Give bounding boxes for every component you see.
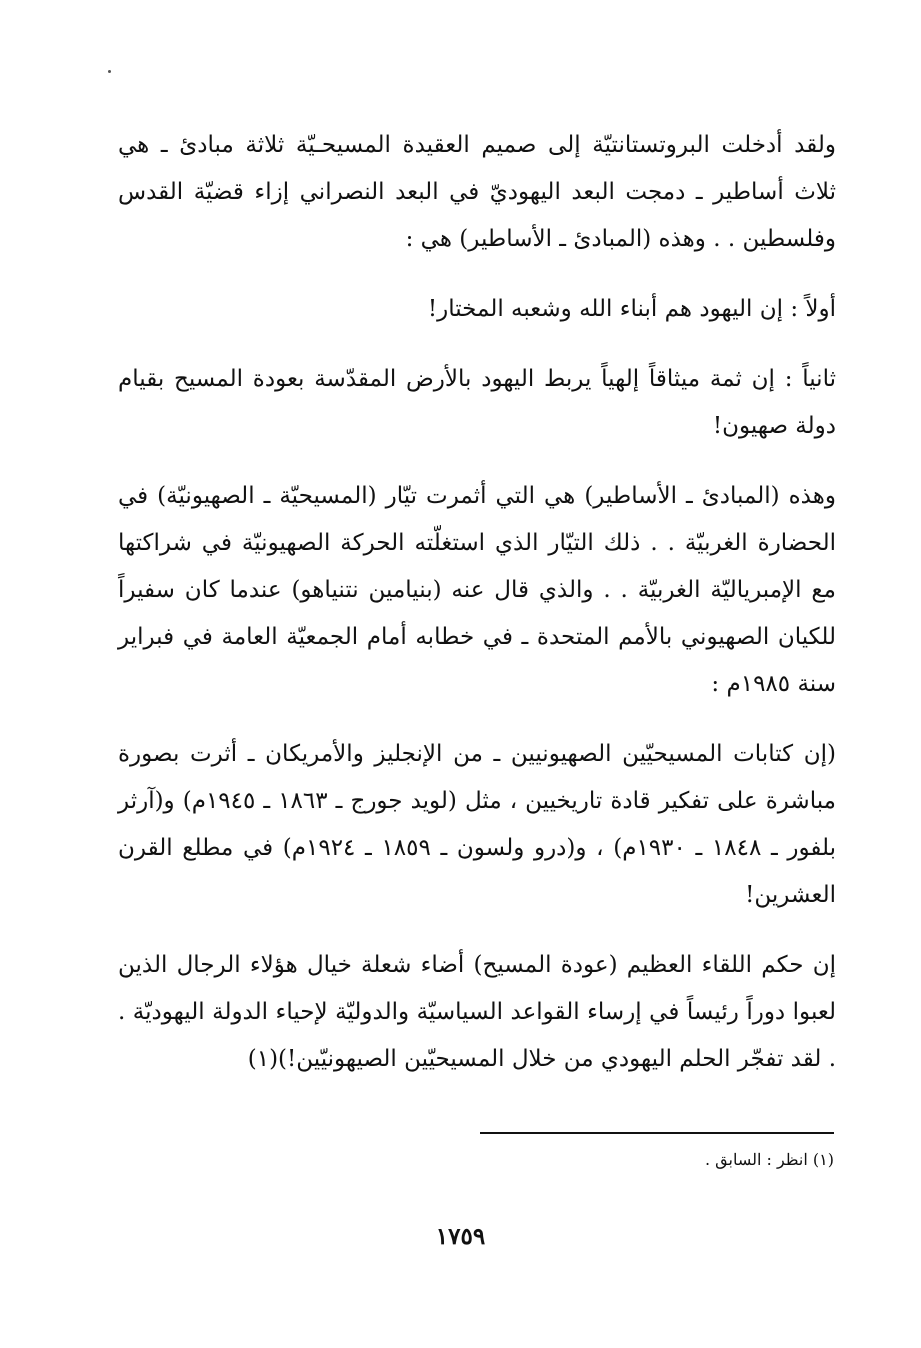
paragraph-intro: ولقد أدخلت البروتستانتيّة إلى صميم العقيدة المسيحـيّة ثلاثة مبادئ ـ هي ثلاث أساطير ـ دمجت البعد اليهوديّ في البعد النصراني إزاء قضيّة القدس وفلسطين . . وهذه (المبادئ ـ الأساطير) هي :	[118, 132, 836, 252]
paragraph-christian-zionism: وهذه (المبادئ ـ الأساطير) هي التي أثمرت تيّار (المسيحيّة ـ الصهيونيّة) في الحضارة الغربيّة . . ذلك التيّار الذي استغلّته الحركة الصهيونيّة في شراكتها مع الإمبرياليّة الغربيّة . . والذي قال عنه (بنيامين نتنياهو) عندما كان سفيراً للكيان الصهيوني بالأمم المتحدة ـ في خطابه أمام الجمعيّة العامة في فبراير سنة ١٩٨٥م :	[118, 483, 836, 697]
paragraph-quote-part-1: (إن كتابات المسيحيّين الصهيونيين ـ من الإنجليز والأمريكان ـ أثرت بصورة مباشرة على تفكير قادة تاريخيين ، مثل (لويد جورج ـ ١٨٦٣ ـ ١٩٤٥م) و(آرثر بلفور ـ ١٨٤٨ ـ ١٩٣٠م) ، و(درو ولسون ـ ١٨٥٩ ـ ١٩٢٤م) في مطلع القرن العشرين!	[118, 741, 837, 908]
body-text	[118, 122, 836, 1106]
scan-speck	[108, 70, 111, 73]
page-number: ١٧٥٩	[435, 1223, 486, 1250]
footnote-separator	[480, 1132, 834, 1134]
paragraph-quote-part-2: إن حكم اللقاء العظيم (عودة المسيح) أضاء شعلة خيال هؤلاء الرجال الذين لعبوا دوراً رئيساً في إرساء القواعد السياسيّة والدوليّة لإحياء الدولة اليهوديّة . . لقد تفجّر الحلم اليهودي من خلال المسيحيّين الصيهونيّين!)(١)	[118, 952, 836, 1072]
paragraph-first-principle: أولاً : إن اليهود هم أبناء الله وشعبه المختار!	[427, 296, 836, 322]
paragraph-second-principle: ثانياً : إن ثمة ميثاقاً إلهياً يربط اليهود بالأرض المقدّسة بعودة المسيح بقيام دولة صهيون!	[118, 366, 836, 439]
footnote: (١) انظر : السابق .	[704, 1150, 834, 1169]
